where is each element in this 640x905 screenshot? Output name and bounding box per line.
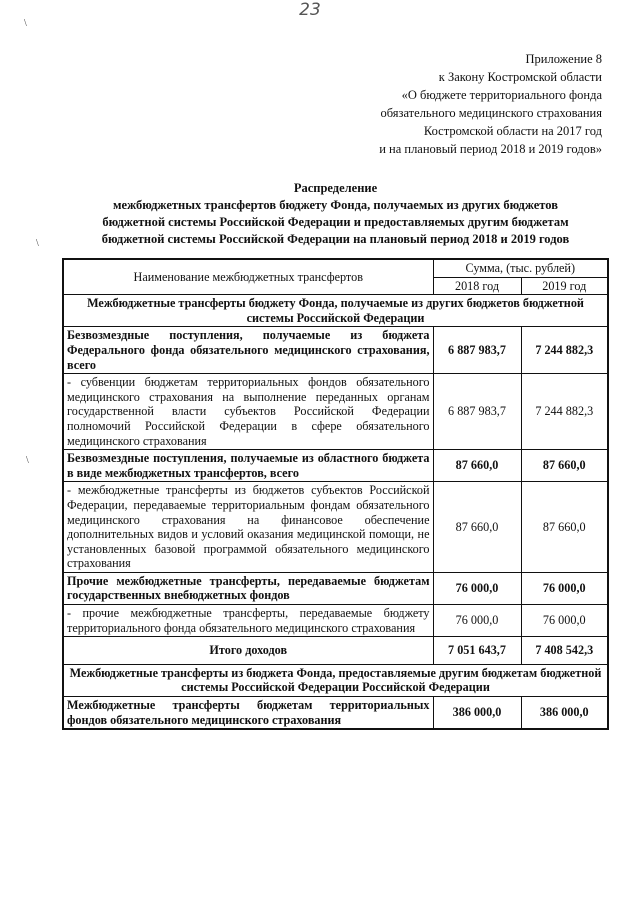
- row-value-2018: 386 000,0: [433, 697, 521, 730]
- row-name: - субвенции бюджетам территориальных фондов обязательного медицинского страхования на выполнение переданных органам государственной власти субъектов Российской Федерации полномочий Российской Федерации в сфере обязательного медицинского страхования: [63, 374, 433, 450]
- total-value-2019: 7 408 542,3: [521, 637, 608, 665]
- appendix-line: Костромской области на 2017 год: [423, 124, 602, 138]
- appendix-line: обязательного медицинского страхования: [380, 106, 602, 120]
- section-title-incoming: Межбюджетные трансферты бюджету Фонда, получаемые из других бюджетов бюджетной системы Российской Федерации: [63, 295, 608, 327]
- row-value-2018: 6 887 983,7: [433, 327, 521, 374]
- transfers-table: [62, 258, 609, 730]
- row-name: - прочие межбюджетные трансферты, передаваемые бюджету территориального фонда обязательного медицинского страхования: [63, 605, 433, 637]
- row-value-2018: 87 660,0: [433, 482, 521, 573]
- row-value-2019: 76 000,0: [521, 605, 608, 637]
- row-value-2018: 76 000,0: [433, 572, 521, 604]
- table-row: [63, 605, 608, 637]
- scan-mark: \: [36, 238, 39, 249]
- table-row: [63, 482, 608, 573]
- appendix-reference: [272, 50, 602, 158]
- page-number: 23: [299, 0, 321, 20]
- row-value-2019: 386 000,0: [521, 697, 608, 730]
- appendix-line: «О бюджете территориального фонда: [401, 88, 602, 102]
- row-name: Межбюджетные трансферты бюджетам территориальных фондов обязательного медицинского страхования: [63, 697, 433, 730]
- scan-mark: \: [26, 455, 29, 466]
- row-value-2019: 76 000,0: [521, 572, 608, 604]
- scan-mark: \: [24, 18, 27, 29]
- title-line: бюджетной системы Российской Федерации и предоставляемых другим бюджетам: [102, 215, 569, 229]
- appendix-line: и на плановый период 2018 и 2019 годов»: [379, 142, 602, 156]
- total-value-2018: 7 051 643,7: [433, 637, 521, 665]
- header-name: Наименование межбюджетных трансфертов: [63, 259, 433, 295]
- table-header-row: [63, 259, 608, 277]
- document-title: [58, 180, 613, 248]
- appendix-line: к Закону Костромской области: [438, 70, 602, 84]
- table-row: [63, 572, 608, 604]
- row-name: Безвозмездные поступления, получаемые из областного бюджета в виде межбюджетных трансфертов, всего: [63, 450, 433, 482]
- table-row: [63, 374, 608, 450]
- section-row: [63, 664, 608, 696]
- total-label: Итого доходов: [63, 637, 433, 665]
- row-value-2018: 76 000,0: [433, 605, 521, 637]
- table-row: [63, 697, 608, 730]
- row-value-2018: 6 887 983,7: [433, 374, 521, 450]
- section-title-outgoing: Межбюджетные трансферты из бюджета Фонда, предоставляемые другим бюджетам бюджетной системы Российской Федерации Российской Федерации: [63, 664, 608, 696]
- row-name: Безвозмездные поступления, получаемые из бюджета Федерального фонда обязательного медицинского страхования, всего: [63, 327, 433, 374]
- title-line: Распределение: [293, 181, 378, 195]
- header-year-2018: 2018 год: [433, 277, 521, 295]
- header-sum: Сумма, (тыс. рублей): [433, 259, 608, 277]
- row-value-2018: 87 660,0: [433, 450, 521, 482]
- row-value-2019: 7 244 882,3: [521, 374, 608, 450]
- row-value-2019: 7 244 882,3: [521, 327, 608, 374]
- title-line: бюджетной системы Российской Федерации на плановый период 2018 и 2019 годов: [101, 232, 570, 246]
- row-name: Прочие межбюджетные трансферты, передаваемые бюджетам государственных внебюджетных фондов: [63, 572, 433, 604]
- row-value-2019: 87 660,0: [521, 450, 608, 482]
- table-row: [63, 450, 608, 482]
- total-row: [63, 637, 608, 665]
- table-row: [63, 327, 608, 374]
- title-line: межбюджетных трансфертов бюджету Фонда, получаемых из других бюджетов: [113, 198, 558, 212]
- row-value-2019: 87 660,0: [521, 482, 608, 573]
- row-name: - межбюджетные трансферты из бюджетов субъектов Российской Федерации, передаваемые территориальным фондам обязательного медицинского страхования на финансовое обеспечение дополнительных видов и условий оказания медицинской помощи, не установленных базовой программой обязательного медицинского страхования: [63, 482, 433, 573]
- header-year-2019: 2019 год: [521, 277, 608, 295]
- appendix-line: Приложение 8: [525, 52, 602, 66]
- section-row: [63, 295, 608, 327]
